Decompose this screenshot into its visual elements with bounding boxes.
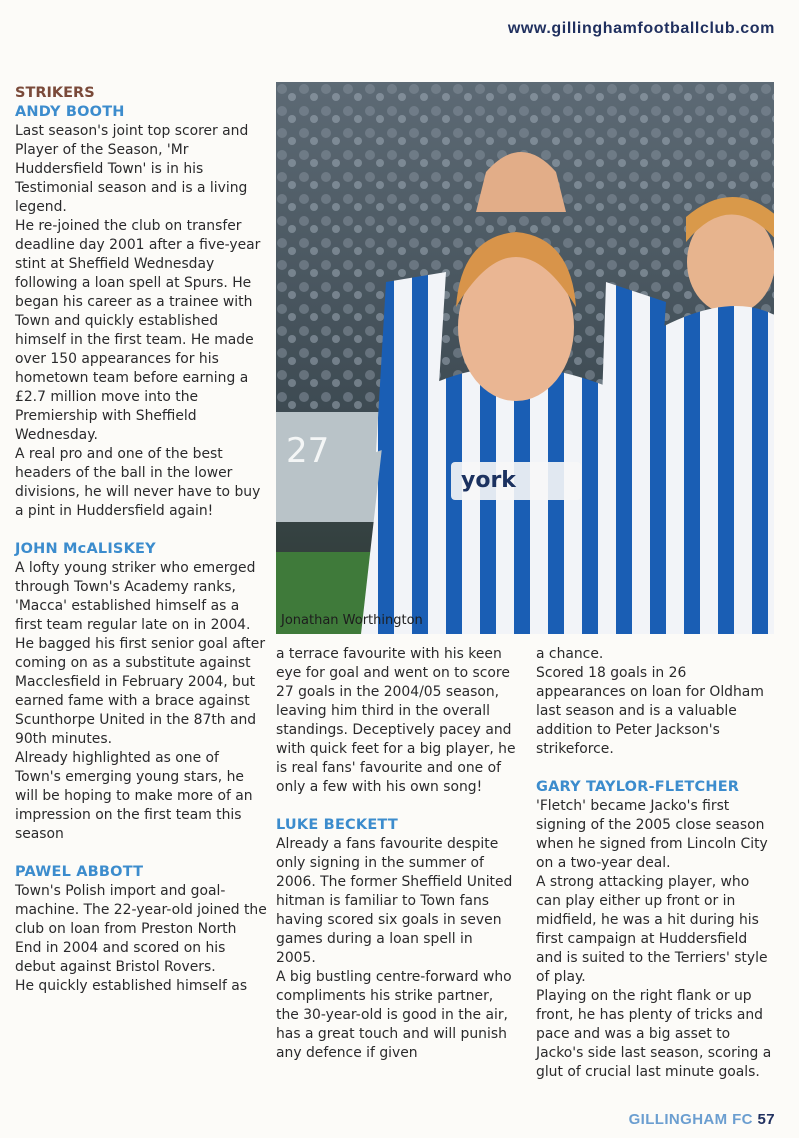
player-heading-booth: ANDY BOOTH: [15, 104, 125, 120]
player-heading-taylor-fletcher: GARY TAYLOR-FLETCHER: [536, 779, 740, 795]
mcaliskey-paragraph-1: A lofty young striker who emerged through Town's Academy ranks, 'Macca' established himself as a first team regular late on in 2004.: [15, 560, 256, 633]
beckett-paragraph-2-end: a chance.: [536, 646, 604, 662]
player-heading-mcaliskey: JOHN McALISKEY: [15, 541, 156, 557]
player-photo-illustration: [276, 82, 774, 634]
mcaliskey-paragraph-3: Already highlighted as one of Town's emerging young stars, he will be hoping to make more of an impression on the first team this season: [15, 750, 253, 842]
abbott-paragraph-2-start: He quickly established himself as: [15, 978, 248, 994]
svg-text:27: 27: [286, 431, 330, 471]
taylor-fletcher-paragraph-1: 'Fletch' became Jacko's first signing of the 2005 close season when he signed from Lincoln City on a two-year deal.: [536, 798, 768, 871]
taylor-fletcher-paragraph-2: A strong attacking player, who can play either up front or in midfield, he was a hit during his first campaign at Huddersfield and is suited to the Terriers' style of play.: [536, 874, 768, 985]
photo-caption: Jonathan Worthington: [281, 613, 423, 628]
beckett-paragraph-3: Scored 18 goals in 26 appearances on loan for Oldham last season and is a valuable addition to Peter Jackson's strikeforce.: [536, 665, 764, 757]
mcaliskey-paragraph-2: He bagged his first senior goal after coming on as a substitute against Macclesfield in February 2004, but earned fame with a brace against Scunthorpe United in the 87th and 90th minutes.: [15, 636, 266, 747]
footer-club-name: GILLINGHAM FC: [628, 1111, 753, 1128]
website-url: www.gillinghamfootballclub.com: [507, 20, 775, 37]
column-right: [536, 645, 776, 1082]
booth-paragraph-2: He re-joined the club on transfer deadline day 2001 after a five-year stint at Sheffield Wednesday following a loan spell at Spurs. He began his career as a trainee with Town and quickly established himself in the first team. He made over 150 appearances for his hometown team before earning a £2.7 million move into the Premiership with Sheffield Wednesday.: [15, 218, 261, 443]
beckett-paragraph-1: Already a fans favourite despite only signing in the summer of 2006. The former Sheffield United hitman is familiar to Town fans having scored six goals in seven games during a loan spell in 2005.: [276, 836, 513, 966]
booth-paragraph-1: Last season's joint top scorer and Player of the Season, 'Mr Huddersfield Town' is in his Testimonial season and is a living legend.: [15, 123, 249, 215]
player-heading-abbott: PAWEL ABBOTT: [15, 864, 144, 880]
page-number: 57: [757, 1111, 775, 1128]
column-middle: [276, 645, 516, 1063]
booth-paragraph-3: A real pro and one of the best headers of the ball in the lower divisions, he will never have to buy a pint in Huddersfield again!: [15, 446, 261, 519]
svg-text:york: york: [461, 468, 516, 493]
player-heading-beckett: LUKE BECKETT: [276, 817, 398, 833]
beckett-paragraph-2-start: A big bustling centre-forward who compliments his strike partner, the 30-year-old is good in the air, has a great touch and will punish any defence if given: [276, 969, 512, 1061]
taylor-fletcher-paragraph-3: Playing on the right flank or up front, he has plenty of tricks and pace and was a big asset to Jacko's side last season, scoring a glut of crucial last minute goals.: [536, 988, 772, 1080]
page-footer: [629, 1111, 775, 1128]
player-photo: [276, 82, 774, 634]
column-left: [15, 84, 267, 996]
section-label: STRIKERS: [15, 85, 95, 101]
abbott-paragraph-1: Town's Polish import and goal-machine. The 22-year-old joined the club on loan from Preston North End in 2004 and scored on his debut against Bristol Rovers.: [15, 883, 267, 975]
abbott-paragraph-2-end: a terrace favourite with his keen eye for goal and went on to score 27 goals in the 2004/05 season, leaving him third in the overall standings. Deceptively pacey and with quick feet for a big player, he is real fans' favourite and one of only a few with his own song!: [276, 646, 516, 795]
